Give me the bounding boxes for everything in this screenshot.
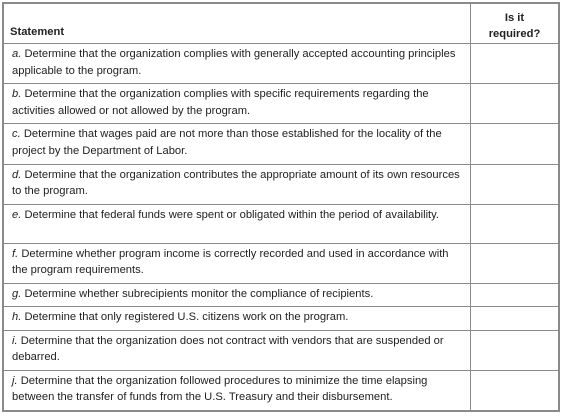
statement-letter: d. [12,168,22,181]
statement-header-label: Statement [10,25,65,38]
statement-cell [4,164,471,204]
statement-letter: i. [12,334,18,347]
table-row [4,330,559,370]
statement-text: Determine that federal funds were spent or obligated within the period of availability. [24,208,440,221]
table-row [4,164,559,204]
required-header-line2: required? [488,28,541,40]
required-answer-cell[interactable] [471,307,559,330]
required-answer-cell[interactable] [471,330,559,370]
compliance-requirements-table [3,3,559,411]
statement-text: Determine that the organization complies with specific requirements regarding the activities allowed or not allowed by the program. [12,88,429,117]
required-answer-cell[interactable] [471,44,559,84]
statement-letter: b. [12,88,22,101]
statement-letter: h. [12,311,22,324]
statement-text: Determine that wages paid are not more than those established for the locality of the project by the Department of Labor. [12,128,442,157]
table-row [4,204,559,243]
required-column-header [471,4,559,44]
required-answer-cell[interactable] [471,370,559,410]
statement-cell [4,330,471,370]
statement-letter: f. [12,247,19,260]
compliance-table-container [2,2,560,412]
statement-text: Determine whether subrecipients monitor the compliance of recipients. [24,288,374,301]
required-answer-cell[interactable] [471,243,559,283]
statement-cell [4,307,471,330]
table-row [4,243,559,283]
required-header-line1: Is it [504,12,525,24]
required-answer-cell[interactable] [471,84,559,124]
statement-letter: a. [12,48,22,60]
statement-letter: j. [12,374,18,387]
table-row [4,124,559,164]
statement-cell [4,284,471,307]
table-header-row [4,4,559,44]
table-row [4,284,559,307]
statement-text: Determine that the organization followed procedures to minimize the time elapsing between the transfer of funds from the U.S. Treasury and their disbursement. [12,374,428,404]
table-row [4,307,559,330]
required-answer-cell[interactable] [471,284,559,307]
statement-column-header [4,4,471,44]
statement-cell [4,243,471,283]
statement-cell [4,84,471,124]
statement-cell [4,44,471,84]
statement-text: Determine whether program income is correctly recorded and used in accordance with the program requirements. [12,247,449,277]
statement-cell [4,124,471,164]
statement-text: Determine that the organization complies with generally accepted accounting principles applicable to the program. [12,48,456,77]
table-row [4,84,559,124]
required-answer-cell[interactable] [471,164,559,204]
required-answer-cell[interactable] [471,124,559,164]
statement-text: Determine that the organization does not contract with vendors that are suspended or debarred. [12,334,444,364]
table-row [4,370,559,410]
statement-letter: c. [12,128,21,141]
statement-letter: e. [12,208,22,221]
statement-text: Determine that the organization contributes the appropriate amount of its own resources to the program. [12,168,460,198]
statement-letter: g. [12,288,22,301]
statement-cell [4,370,471,410]
required-answer-cell[interactable] [471,204,559,243]
statement-text: Determine that only registered U.S. citizens work on the program. [24,311,349,324]
table-row [4,44,559,84]
statement-cell [4,204,471,243]
